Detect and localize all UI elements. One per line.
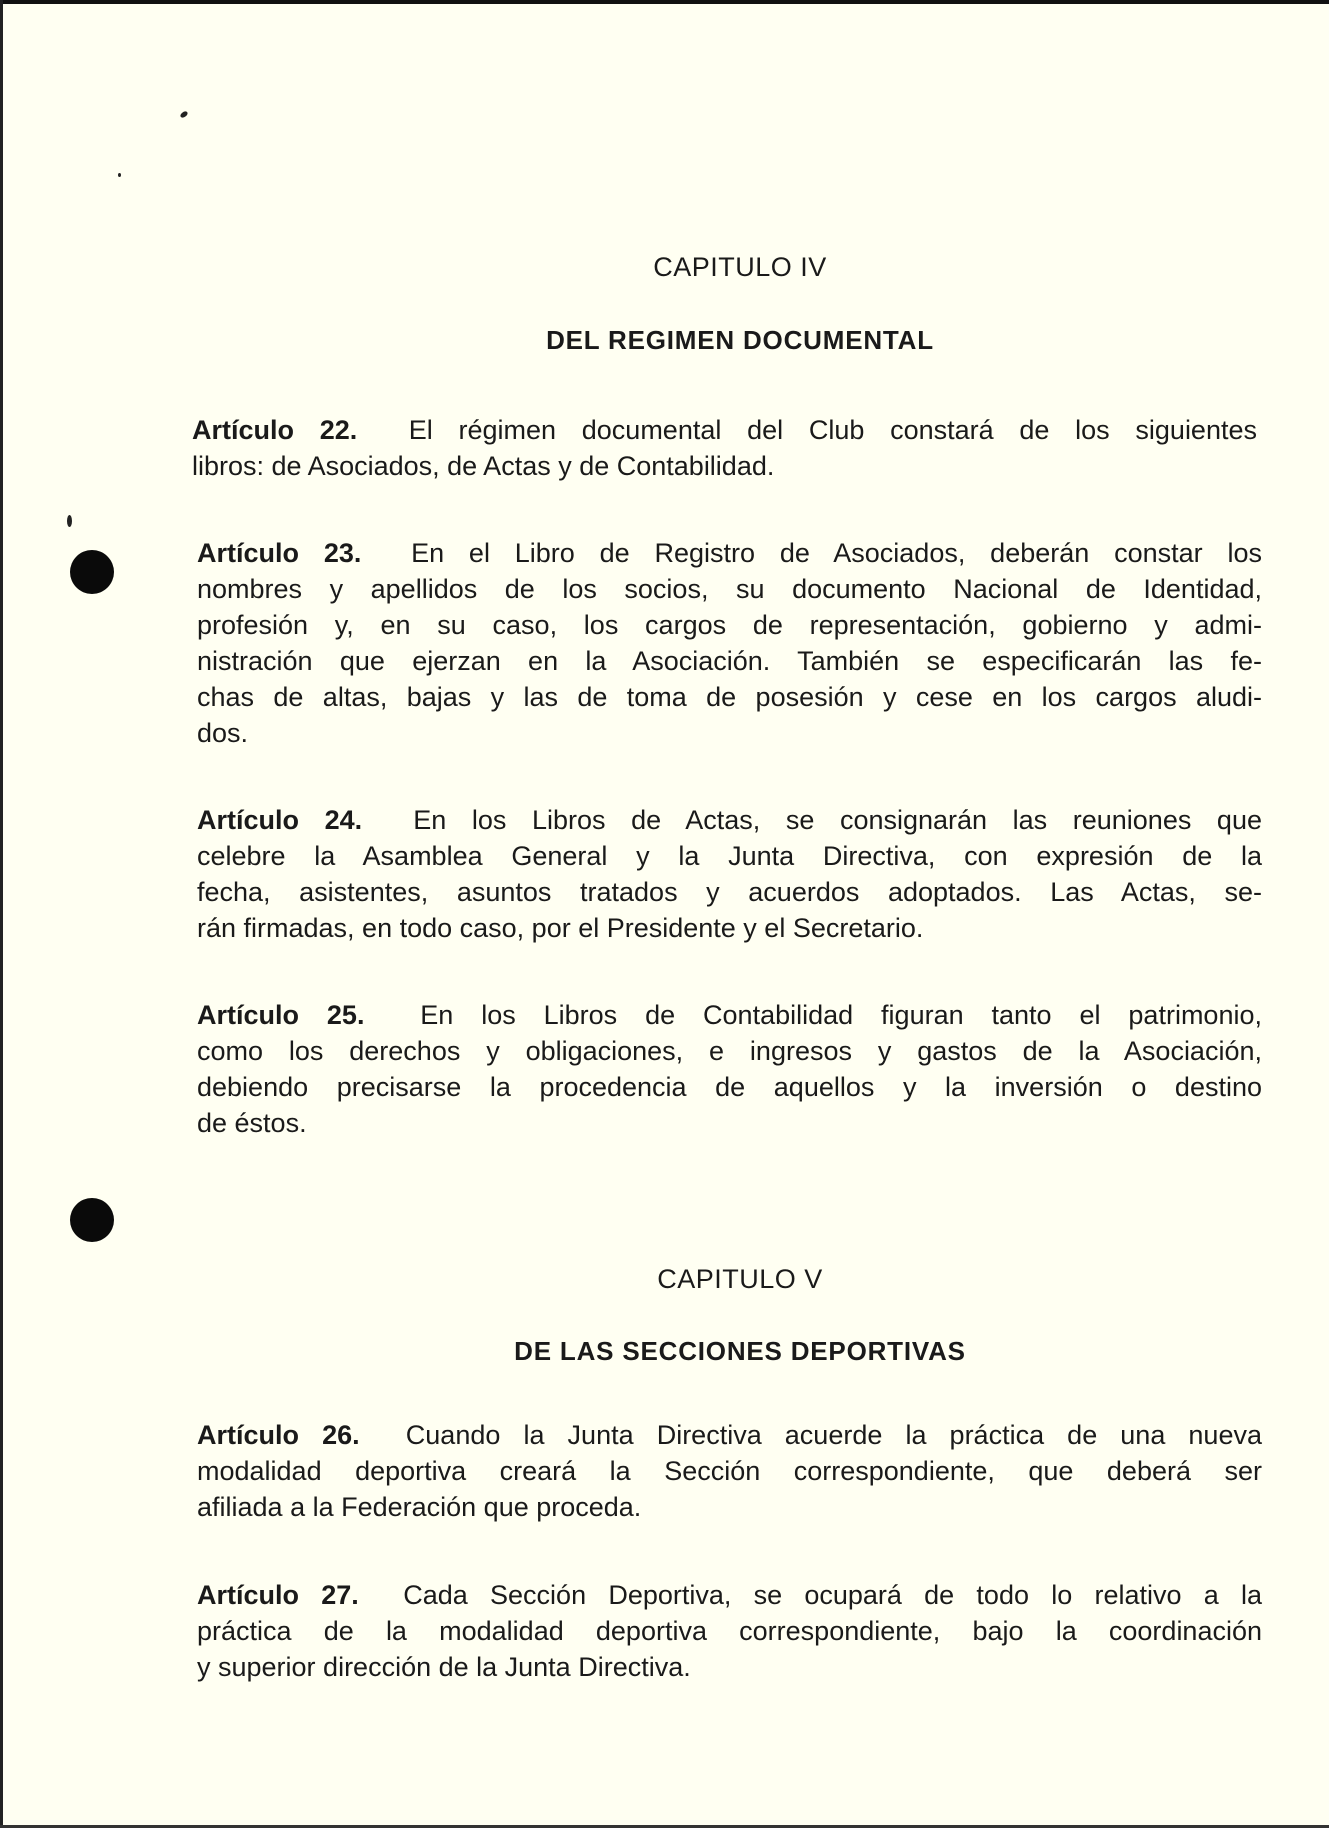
scan-speck bbox=[67, 515, 72, 527]
article-label: Artículo 22. bbox=[192, 415, 358, 445]
article-label: Artículo 23. bbox=[197, 538, 362, 568]
chapter-subtitle: DEL REGIMEN DOCUMENTAL bbox=[546, 325, 934, 355]
scan-border-top bbox=[0, 0, 1329, 4]
article-23: Artículo 23. En el Libro de Registro de Asociados, deberán constar los nombres y apellidos de los socios, su documento Nacional de Identidad, profesión y, en su caso, los cargos de representación, gobierno y admi- nistración que ejerzan en la Asociación. También se especificarán las fe- chas de altas, bajas y las de toma de posesión y cese en los cargos aludi- dos. bbox=[197, 538, 1262, 748]
chapter-title: CAPITULO V bbox=[657, 1264, 823, 1294]
chapter-subtitle: DE LAS SECCIONES DEPORTIVAS bbox=[514, 1336, 966, 1366]
article-22: Artículo 22. El régimen documental del Club constará de los siguientes libros: de Asociados, de Actas y de Contabilidad. bbox=[192, 415, 1257, 481]
scan-speck bbox=[118, 173, 121, 177]
article-25: Artículo 25. En los Libros de Contabilidad figuran tanto el patrimonio, como los derechos y obligaciones, e ingresos y gastos de la Asociación, debiendo precisarse la procedencia de aquellos y la inversión o destino de éstos. bbox=[197, 1000, 1262, 1138]
chapter-title: CAPITULO IV bbox=[653, 252, 827, 282]
punch-hole bbox=[70, 550, 114, 594]
article-label: Artículo 25. bbox=[197, 1000, 365, 1030]
article-label: Artículo 26. bbox=[197, 1420, 360, 1450]
article-26: Artículo 26. Cuando la Junta Directiva acuerde la práctica de una nueva modalidad deportiva creará la Sección correspondiente, que deberá ser afiliada a la Federación que proceda. bbox=[197, 1420, 1262, 1522]
scan-speck bbox=[179, 110, 188, 119]
punch-hole bbox=[70, 1198, 114, 1242]
article-24: Artículo 24. En los Libros de Actas, se consignarán las reuniones que celebre la Asamblea General y la Junta Directiva, con expresión de la fecha, asistentes, asuntos tratados y acuerdos adoptados. Las Actas, se- rán firmadas, en todo caso, por el Presidente y el Secretario. bbox=[197, 805, 1262, 943]
article-27: Artículo 27. Cada Sección Deportiva, se ocupará de todo lo relativo a la práctica de la modalidad deportiva correspondiente, bajo la coordinación y superior dirección de la Junta Directiva. bbox=[197, 1580, 1262, 1682]
article-label: Artículo 24. bbox=[197, 805, 363, 835]
article-label: Artículo 27. bbox=[197, 1580, 359, 1610]
